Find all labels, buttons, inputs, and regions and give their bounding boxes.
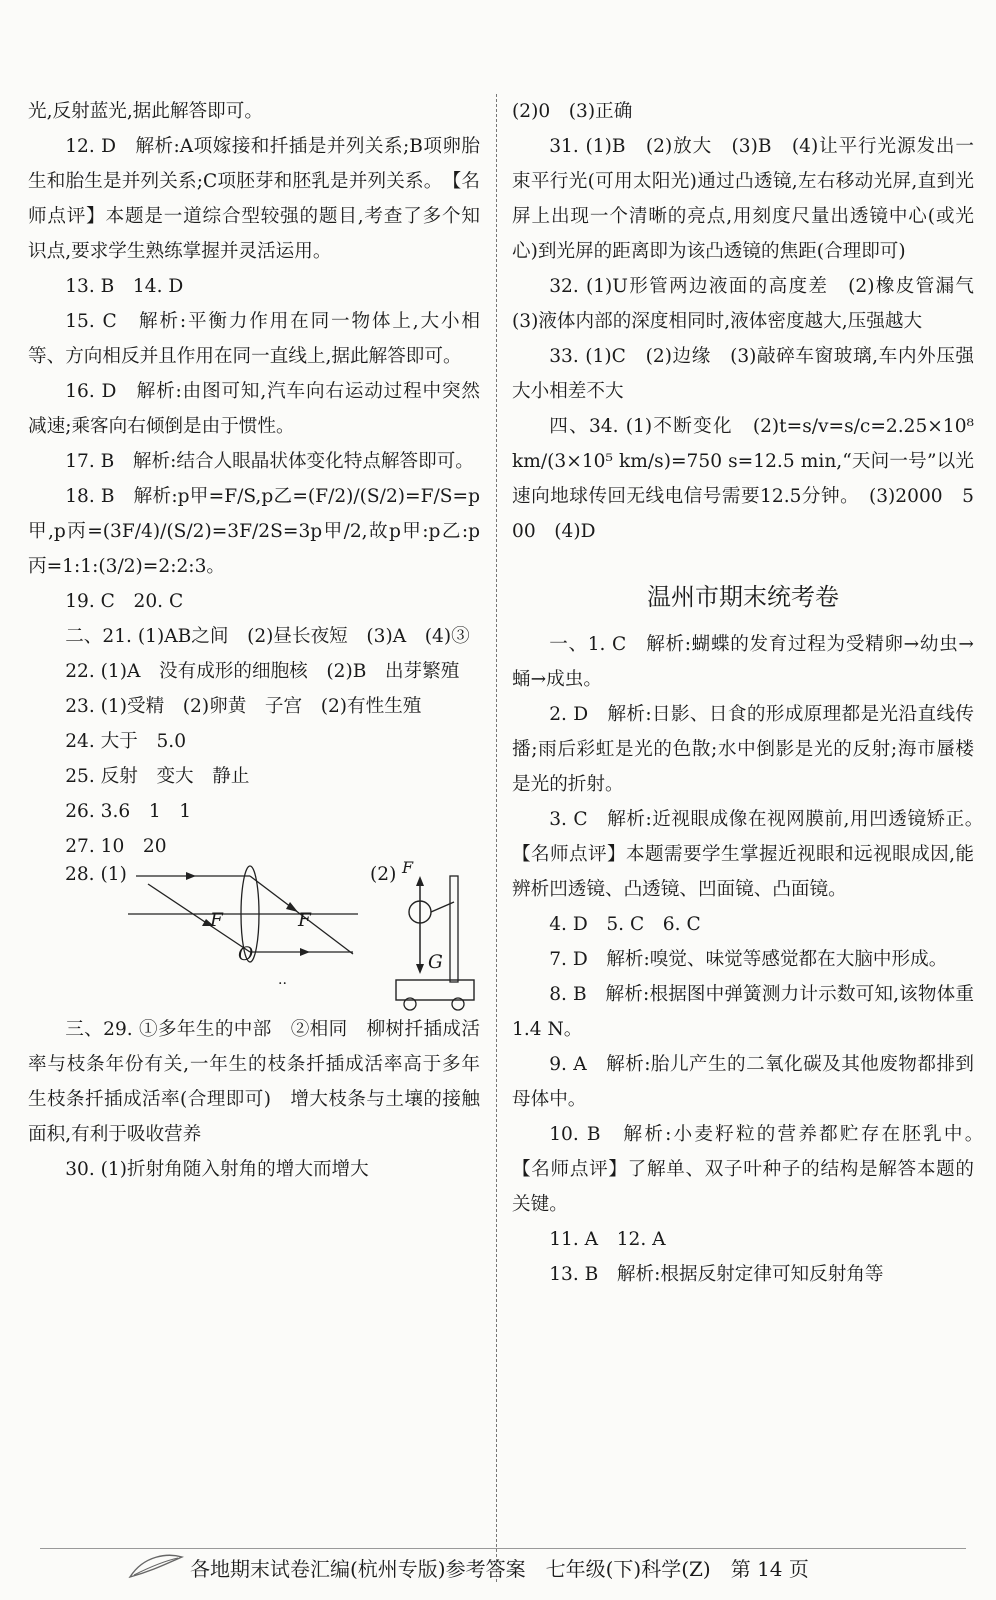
answer-q15: 15. C 解析:平衡力作用在同一物体上,大小相等、方向相反并且作用在同一直线上,据此解答即可。: [28, 311, 480, 367]
right-column: [512, 94, 993, 1292]
wz-answer-q10: 10. B 解析:小麦籽粒的营养都贮存在胚乳中。 【名师点评】了解单、双子叶种子的结构是解答本题的关键。: [512, 1124, 993, 1215]
figure-mark: ..: [278, 972, 287, 988]
answer-q13-14: 13. B 14. D: [65, 276, 184, 297]
answer-paragraph: 光,反射蓝光,据此解答即可。: [28, 101, 263, 122]
footer-text: 各地期末试卷汇编(杭州专版)参考答案 七年级(下)科学(Z) 第 14 页: [190, 1557, 809, 1581]
answer-q16: 16. D 解析:由图可知,汽车向右运动过程中突然减速;乘客向右倾倒是由于惯性。: [28, 381, 480, 437]
q28-part2-label: (2): [370, 864, 397, 885]
answer-q32: 32. (1)U形管两边液面的高度差 (2)橡皮管漏气 (3)液体内部的深度相同时,液体密度越大,压强越大: [512, 276, 993, 332]
focus-label-right: F: [298, 910, 311, 931]
answer-q25: 25. 反射 变大 静止: [65, 766, 250, 787]
section-title: 温州市期末统考卷: [647, 583, 839, 611]
answer-q22: 22. (1)A 没有成形的细胞核 (2)B 出芽繁殖: [65, 661, 460, 682]
answer-q21: 二、21. (1)AB之间 (2)昼长夜短 (3)A (4)③: [65, 626, 470, 647]
focus-label-left: F: [210, 910, 223, 931]
gravity-g-label: G: [428, 952, 443, 973]
q28-label: 28. (1): [65, 864, 127, 885]
force-f-label: F: [402, 858, 414, 877]
answer-q31: 31. (1)B (2)放大 (3)B (4)让平行光源发出一束平行光(可用太阳光)通过凸透镜,左右移动光屏,直到光屏上出现一个清晰的亮点,用刻度尺量出透镜中心(或光心)到光屏的距离即为该凸透镜的焦距(合理即可): [512, 136, 974, 262]
answer-q12: 12. D 解析:A项嫁接和扦插是并列关系;B项卵胎生和胎生是并列关系;C项胚芽和胚乳是并列关系。 【名师点评】本题是一道综合型较强的题目,考查了多个知识点,要求学生熟练掌握并灵活运用。: [28, 136, 480, 262]
answer-q24: 24. 大于 5.0: [65, 731, 187, 752]
answer-q34: 四、34. (1)不断变化 (2)t=s/v=s/c=2.25×10⁸ km/(3×10⁵ km/s)=750 s=12.5 min,“天问一号”以光速向地球传回无线电信号需要12.5分钟。 (3)2000 500 (4)D: [512, 416, 980, 542]
answer-q29: 三、29. ①多年生的中部 ②相同 柳树扦插成活率与枝条年份有关,一年生的枝条扦插成活率高于多年生枝条扦插成活率(合理即可) 增大枝条与土壤的接触面积,有利于吸收营养: [28, 1019, 480, 1145]
force-diagram: [388, 864, 488, 1012]
answer-q30: 30. (1)折射角随入射角的增大而增大: [65, 1159, 369, 1180]
answer-q23: 23. (1)受精 (2)卵黄 子宫 (2)有性生殖: [65, 696, 422, 717]
wz-answer-q13: 13. B 解析:根据反射定律可知反射角等: [549, 1264, 884, 1285]
wz-answer-q1: 一、1. C 解析:蝴蝶的发育过程为受精卵→幼虫→蛹→成虫。: [512, 634, 974, 690]
wz-answer-q9: 9. A 解析:胎儿产生的二氧化碳及其他废物都排到母体中。: [512, 1054, 974, 1110]
answer-q19-20: 19. C 20. C: [65, 591, 184, 612]
wz-answer-q8: 8. B 解析:根据图中弹簧测力计示数可知,该物体重1.4 N。: [512, 984, 974, 1040]
q28-figure: [28, 858, 480, 1012]
left-column: [28, 94, 480, 1187]
answer-q27: 27. 10 20: [65, 836, 167, 857]
wz-answer-q11-12: 11. A 12. A: [549, 1229, 666, 1250]
answer-q33: 33. (1)C (2)边缘 (3)敲碎车窗玻璃,车内外压强大小相差不大: [512, 346, 974, 402]
leaf-icon: [128, 1551, 184, 1581]
wz-answer-q3: 3. C 解析:近视眼成像在视网膜前,用凹透镜矫正。 【名师点评】本题需要学生掌握近视眼和远视眼成因,能辨析凹透镜、凸透镜、凹面镜、凸面镜。: [512, 809, 993, 900]
page-footer: [40, 1548, 966, 1589]
answer-q17: 17. B 解析:结合人眼晶状体变化特点解答即可。: [65, 451, 474, 472]
answer-q30-cont: (2)0 (3)正确: [512, 101, 633, 122]
wz-answer-q4-6: 4. D 5. C 6. C: [549, 914, 701, 935]
column-divider: [496, 94, 497, 1582]
answer-q26: 26. 3.6 1 1: [65, 801, 192, 822]
wz-answer-q7: 7. D 解析:嗅觉、味觉等感觉都在大脑中形成。: [549, 949, 948, 970]
wz-answer-q2: 2. D 解析:日影、日食的形成原理都是光沿直线传播;雨后彩虹是光的色散;水中倒影是光的反射;海市蜃楼是光的折射。: [512, 704, 974, 795]
optical-center-label: O: [238, 944, 254, 965]
answer-q18: 18. B 解析:p甲=F/S,p乙=(F/2)/(S/2)=F/S=p甲,p丙=(3F/4)/(S/2)=3F/2S=3p甲/2,故p甲:p乙:p丙=1:1:(3/2)=2:2:3。: [28, 486, 480, 577]
